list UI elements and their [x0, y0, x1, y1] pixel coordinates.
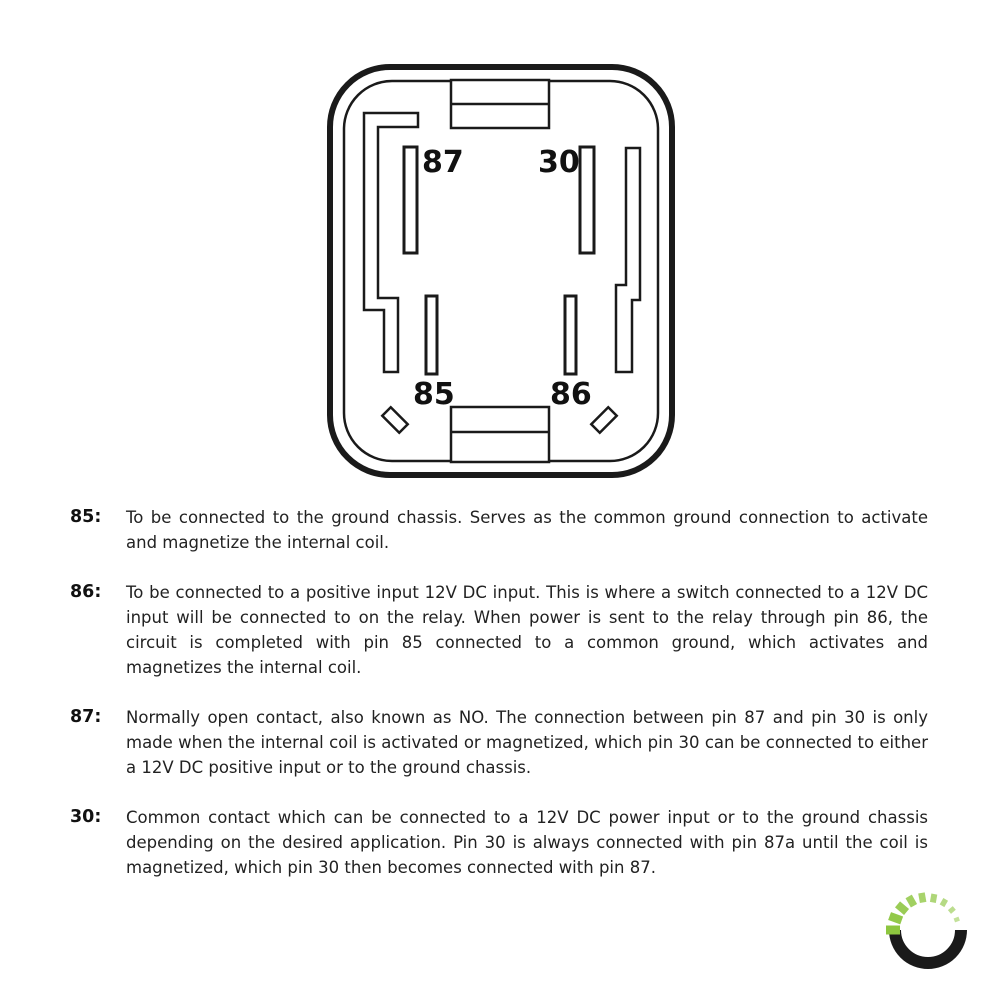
logo-green-tick [942, 899, 946, 905]
logo-dark-arc [895, 930, 961, 963]
pin-86-slot [565, 296, 576, 374]
pin-description-85 [70, 505, 928, 555]
logo-green-tick [909, 896, 914, 905]
top-notch [451, 80, 549, 128]
pin-description-text: To be connected to a positive input 12V DC input. This is where a switch connected to a 12V DC input will be connected to on the relay. When power is sent to the relay through pin 86, the circuit is completed with pin 85 connected to a common ground, which activates and magnetizes the internal coil. [126, 583, 928, 677]
pin-description-86 [70, 580, 928, 680]
pin-description-text: Normally open contact, also known as NO. The connection between pin 87 and pin 30 is only made when the internal coil is activated or magnetized, which pin 30 can be connected to either a 12V DC positive input or to the ground chassis. [126, 708, 928, 777]
pin-87-slot [404, 147, 417, 253]
pin-number: 86: [70, 582, 102, 602]
logo-green-tick [921, 893, 923, 902]
pin-description-text: To be connected to the ground chassis. Serves as the common ground connection to activate and magnetize the internal coil. [126, 508, 928, 552]
pin-85-label: 85 [413, 377, 455, 412]
pin-number: 30: [70, 807, 102, 827]
logo-green-tick [898, 904, 907, 912]
pin-description-30 [70, 805, 928, 880]
pin-description-87 [70, 705, 928, 780]
bottom-notch [451, 407, 549, 462]
pin-86-label: 86 [550, 377, 592, 412]
pin-30-label: 30 [538, 145, 580, 180]
logo-green-tick [949, 908, 954, 912]
logo-green-tick [890, 916, 902, 920]
pin-description-text: Common contact which can be connected to a 12V DC power input or to the ground chassis depending on the desired application. Pin 30 is always connected with pin 87a until the coil is magnetized, which pin 30 then becomes connected with pin 87. [126, 808, 928, 877]
brand-ring-logo-icon [878, 880, 978, 980]
pin-85-slot [426, 296, 437, 374]
logo-green-tick [933, 894, 934, 902]
pin-number: 87: [70, 707, 102, 727]
relay-housing-inner [344, 81, 658, 461]
pin-description-list [70, 505, 928, 905]
pin-87-label: 87 [422, 145, 464, 180]
logo-green-tick [954, 919, 959, 921]
pin-number: 85: [70, 507, 102, 527]
pin-30-slot [580, 147, 594, 253]
